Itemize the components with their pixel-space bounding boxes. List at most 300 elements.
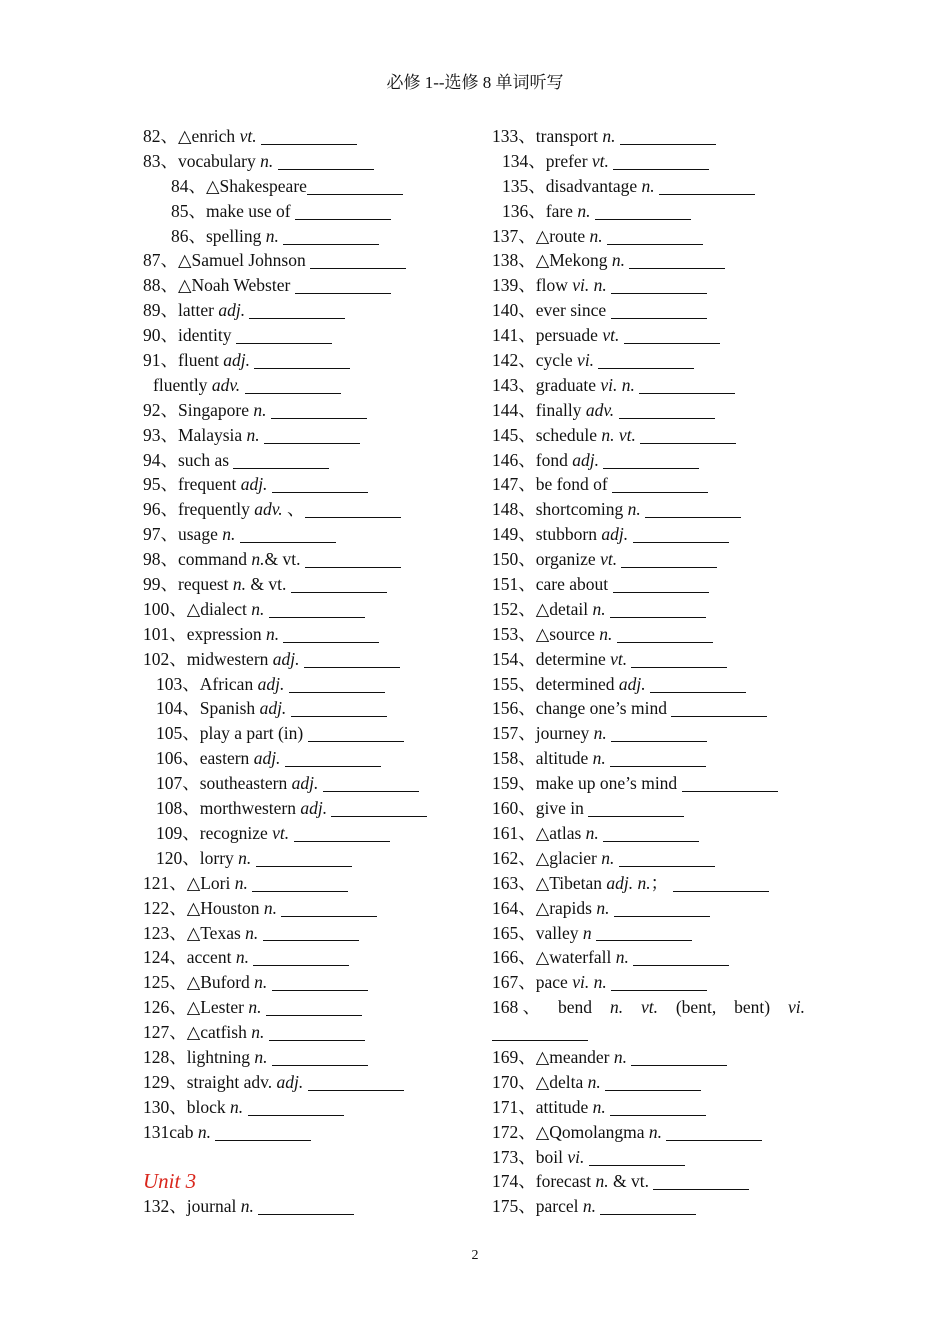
answer-blank[interactable] xyxy=(603,467,699,469)
item-tail: & vt. xyxy=(264,549,305,570)
item-word: △atlas xyxy=(535,822,586,843)
list-item xyxy=(492,547,822,572)
answer-blank[interactable] xyxy=(272,989,368,991)
item-number: 136、 xyxy=(502,200,546,221)
item-number: 165、 xyxy=(492,922,536,943)
item-tail: & vt. xyxy=(246,574,291,595)
item-number: 149、 xyxy=(492,524,536,545)
item-word: usage xyxy=(178,524,223,545)
item-word: Spanish xyxy=(199,698,260,719)
list-item xyxy=(143,771,473,796)
answer-blank[interactable] xyxy=(671,715,767,717)
item-number: 126、 xyxy=(143,997,187,1018)
item-part-of-speech: vt. xyxy=(239,126,257,146)
answer-blank[interactable] xyxy=(283,641,379,643)
list-item xyxy=(143,348,473,373)
item-part-of-speech: n. xyxy=(582,1196,596,1217)
item-number: 159、 xyxy=(492,773,536,794)
answer-blank[interactable] xyxy=(249,317,345,319)
item-word: stubborn xyxy=(535,524,602,545)
item-word: determine xyxy=(535,648,611,669)
item-part-of-speech: adj. n. xyxy=(606,872,651,893)
answer-blank[interactable] xyxy=(621,566,717,568)
item-part-of-speech: n. xyxy=(627,499,641,520)
list-item xyxy=(492,721,822,746)
item-word: boil xyxy=(535,1146,568,1167)
item-number: 141、 xyxy=(492,325,536,346)
answer-blank[interactable] xyxy=(631,666,727,668)
item-number: 151、 xyxy=(492,574,536,595)
item-part-of-speech: adj. xyxy=(618,673,646,694)
item-number: 103、 xyxy=(156,673,200,694)
list-item xyxy=(143,572,473,597)
list-item xyxy=(143,373,473,398)
item-number: 173、 xyxy=(492,1146,536,1167)
answer-blank[interactable] xyxy=(263,939,359,941)
answer-blank[interactable] xyxy=(619,417,715,419)
list-item xyxy=(492,199,822,224)
item-number: 82、 xyxy=(143,126,178,146)
item-number: 109、 xyxy=(156,822,200,843)
list-item xyxy=(492,871,822,896)
answer-blank[interactable] xyxy=(607,243,703,245)
unit-label: Unit 3 xyxy=(143,1169,197,1194)
list-item xyxy=(492,896,822,921)
answer-blank[interactable] xyxy=(492,1039,588,1041)
item-tail: & vt. xyxy=(608,1171,654,1192)
item-number: 121、 xyxy=(143,872,187,893)
answer-blank[interactable] xyxy=(258,1213,354,1215)
answer-blank[interactable] xyxy=(254,367,350,369)
item-part-of-speech: vi. xyxy=(577,350,595,371)
list-item xyxy=(143,746,473,771)
item-number: 175、 xyxy=(492,1196,536,1217)
list-item xyxy=(492,821,822,846)
item-part-of-speech: n. xyxy=(585,822,599,843)
answer-blank[interactable] xyxy=(633,964,729,966)
list-item xyxy=(492,970,822,995)
item-word: △Texas xyxy=(186,922,246,943)
list-item xyxy=(492,124,822,149)
item-part-of-speech: n. xyxy=(265,225,279,246)
list-item xyxy=(143,298,473,323)
list-item xyxy=(492,1169,822,1194)
answer-blank[interactable] xyxy=(603,840,699,842)
item-number: 140、 xyxy=(492,300,536,321)
item-number: 169、 xyxy=(492,1046,536,1067)
item-part-of-speech: n. xyxy=(222,524,236,545)
answer-blank[interactable] xyxy=(283,243,379,245)
item-word: prefer xyxy=(545,150,592,171)
answer-blank[interactable] xyxy=(281,915,377,917)
answer-blank[interactable] xyxy=(295,218,391,220)
list-item xyxy=(492,921,822,946)
item-number: 155、 xyxy=(492,673,536,694)
item-number: 158、 xyxy=(492,748,536,769)
answer-blank[interactable] xyxy=(266,1014,362,1016)
answer-blank[interactable] xyxy=(307,193,403,195)
item-word: frequent xyxy=(178,474,241,495)
answer-blank[interactable] xyxy=(614,915,710,917)
item-number: 131 xyxy=(143,1121,170,1142)
list-item xyxy=(143,199,473,224)
item-word: △delta xyxy=(535,1071,588,1092)
item-number: 160、 xyxy=(492,798,536,819)
item-number: 92、 xyxy=(143,399,178,420)
answer-blank[interactable] xyxy=(278,168,374,170)
answer-blank[interactable] xyxy=(295,292,391,294)
answer-blank[interactable] xyxy=(600,1213,696,1215)
item-number: 134、 xyxy=(502,150,546,171)
list-item xyxy=(143,721,473,746)
list-item xyxy=(143,647,473,672)
item-word: fond xyxy=(535,449,573,470)
item-part-of-speech: adv. xyxy=(585,399,615,420)
item-word: shortcoming xyxy=(535,499,628,520)
item-number: 127、 xyxy=(143,1022,187,1043)
answer-blank[interactable] xyxy=(611,740,707,742)
item-part-of-speech: n. xyxy=(251,1022,265,1043)
item-word: △Noah Webster xyxy=(178,275,295,296)
left-column xyxy=(143,124,473,1219)
answer-blank[interactable] xyxy=(272,491,368,493)
answer-blank[interactable] xyxy=(653,1188,749,1190)
item-part-of-speech: n. xyxy=(251,598,265,619)
item-number: 170、 xyxy=(492,1071,536,1092)
item-part-of-speech: n. xyxy=(596,897,610,918)
item-number: 135、 xyxy=(502,175,546,196)
list-item xyxy=(492,398,822,423)
answer-blank[interactable] xyxy=(620,143,716,145)
answer-blank[interactable] xyxy=(598,367,694,369)
answer-blank[interactable] xyxy=(271,417,367,419)
answer-blank[interactable] xyxy=(619,865,715,867)
item-word: ever since xyxy=(535,300,611,321)
answer-blank[interactable] xyxy=(596,939,692,941)
list-item xyxy=(492,423,822,448)
item-word: △route xyxy=(535,225,590,246)
item-number: 130、 xyxy=(143,1096,187,1117)
answer-blank[interactable] xyxy=(659,193,755,195)
item-part-of-speech: n. xyxy=(197,1121,212,1142)
item-number: 94、 xyxy=(143,449,178,470)
answer-blank[interactable] xyxy=(245,392,341,394)
list-item xyxy=(143,497,473,522)
list-item xyxy=(492,622,822,647)
item-word: journey xyxy=(535,723,594,744)
item-number: 157、 xyxy=(492,723,536,744)
item-number: 144、 xyxy=(492,399,536,420)
answer-blank[interactable] xyxy=(269,1039,365,1041)
item-word: △glacier xyxy=(535,847,602,868)
answer-blank[interactable] xyxy=(236,342,332,344)
answer-blank[interactable] xyxy=(256,865,352,867)
list-item xyxy=(143,846,473,871)
right-column xyxy=(492,124,822,1219)
item-word: △Lori xyxy=(186,872,235,893)
item-word: fare xyxy=(545,200,578,221)
answer-blank[interactable] xyxy=(252,890,348,892)
answer-blank[interactable] xyxy=(291,715,387,717)
answer-blank[interactable] xyxy=(305,516,401,518)
answer-blank[interactable] xyxy=(631,1064,727,1066)
item-word: determined xyxy=(535,673,619,694)
list-item xyxy=(492,224,822,249)
item-word: change one’s mind xyxy=(535,698,672,719)
item-forms: (bent, xyxy=(675,997,717,1018)
answer-blank[interactable] xyxy=(240,541,336,543)
item-word: attitude xyxy=(535,1096,593,1117)
item-number: 101、 xyxy=(143,623,187,644)
answer-blank[interactable] xyxy=(595,218,691,220)
item-part-of-speech: n. xyxy=(589,225,603,246)
answer-blank[interactable] xyxy=(291,591,387,593)
item-word: command xyxy=(178,549,252,570)
list-item xyxy=(143,472,473,497)
item-word: △Samuel Johnson xyxy=(178,250,311,271)
answer-blank[interactable] xyxy=(645,516,741,518)
list-item xyxy=(143,149,473,174)
item-part-of-speech: adj. xyxy=(223,350,250,371)
list-item xyxy=(492,298,822,323)
answer-blank[interactable] xyxy=(650,691,746,693)
item-word: △detail xyxy=(535,598,593,619)
item-part-of-speech: n. xyxy=(260,150,274,171)
list-item xyxy=(143,398,473,423)
list-item xyxy=(143,248,473,273)
answer-blank[interactable] xyxy=(269,616,365,618)
answer-blank[interactable] xyxy=(308,1089,404,1091)
item-number: 95、 xyxy=(143,474,178,495)
item-part-of-speech: n. xyxy=(254,972,268,993)
item-part-of-speech: n. xyxy=(263,897,278,918)
item-part-of-speech: n. xyxy=(248,997,262,1018)
list-item xyxy=(143,224,473,249)
item-number: 89、 xyxy=(143,300,178,321)
answer-blank[interactable] xyxy=(612,491,708,493)
item-part-of-speech: adj. xyxy=(218,300,246,321)
item-number: 87、 xyxy=(143,250,178,271)
item-number: 172、 xyxy=(492,1121,536,1142)
item-number: 85、 xyxy=(171,200,206,221)
item-number: 174、 xyxy=(492,1171,536,1192)
page-title: 必修 1--选修 8 单词听写 xyxy=(386,73,564,92)
answer-blank[interactable] xyxy=(248,1114,344,1116)
item-part-of-speech: vi. n. xyxy=(572,275,607,296)
item-number: 161、 xyxy=(492,822,536,843)
answer-blank[interactable] xyxy=(331,815,427,817)
answer-blank[interactable] xyxy=(285,765,381,767)
item-number: 152、 xyxy=(492,598,536,619)
item-word: cycle xyxy=(535,350,578,371)
item-part-of-speech: n. xyxy=(265,623,280,644)
item-word: △Buford xyxy=(186,972,255,993)
item-word: midwestern xyxy=(186,648,273,669)
item-part-of-speech: adj. xyxy=(300,798,328,819)
item-number: 137、 xyxy=(492,225,536,246)
item-word: △Tibetan xyxy=(535,872,607,893)
item-number: 148、 xyxy=(492,499,536,520)
item-number: 102、 xyxy=(143,648,187,669)
item-word: △waterfall xyxy=(535,947,616,968)
item-word: spelling xyxy=(206,225,266,246)
answer-blank[interactable] xyxy=(682,790,778,792)
item-word: care about xyxy=(535,574,613,595)
list-item xyxy=(143,995,473,1020)
right-word-list xyxy=(492,124,822,995)
answer-blank[interactable] xyxy=(640,442,736,444)
item-part-of-speech: n. xyxy=(602,126,616,146)
item-part-of-speech: n. xyxy=(240,1196,254,1217)
item-number: 171、 xyxy=(492,1096,536,1117)
item-word: vocabulary xyxy=(178,150,261,171)
item-number: 132、 xyxy=(143,1196,187,1217)
list-item xyxy=(143,696,473,721)
item-number: 122、 xyxy=(143,897,187,918)
answer-blank[interactable] xyxy=(611,292,707,294)
item-part-of-speech: n. xyxy=(613,1046,627,1067)
list-item xyxy=(492,746,822,771)
item-word: block xyxy=(186,1096,231,1117)
answer-blank[interactable] xyxy=(215,1139,311,1141)
item-part-of-speech: n. xyxy=(245,922,259,943)
list-item xyxy=(492,945,822,970)
item-number: 105、 xyxy=(156,723,200,744)
item-word: fluent xyxy=(178,350,224,371)
item-word: forecast xyxy=(535,1171,596,1192)
answer-blank[interactable] xyxy=(624,342,720,344)
item-word: Singapore xyxy=(178,399,254,420)
list-item xyxy=(143,672,473,697)
item-part-of-speech: vt. xyxy=(610,648,628,669)
item-number: 156、 xyxy=(492,698,536,719)
answer-blank[interactable] xyxy=(613,591,709,593)
list-item xyxy=(143,174,473,199)
answer-blank[interactable] xyxy=(272,1064,368,1066)
item-forms: bent) xyxy=(734,997,771,1018)
item-word: lorry xyxy=(199,847,239,868)
answer-blank[interactable] xyxy=(233,467,329,469)
answer-blank[interactable] xyxy=(610,616,706,618)
item-word: △Houston xyxy=(186,897,264,918)
item-word: △dialect xyxy=(186,598,252,619)
item-part-of-speech: vt. xyxy=(272,822,290,843)
item-word: southeastern xyxy=(199,773,292,794)
answer-blank[interactable] xyxy=(289,691,385,693)
left-word-list xyxy=(143,124,473,1145)
answer-blank[interactable] xyxy=(611,989,707,991)
item-part-of-speech: adj. xyxy=(572,449,599,470)
answer-blank[interactable] xyxy=(305,566,401,568)
answer-blank[interactable] xyxy=(611,317,707,319)
item-word: lightning xyxy=(186,1046,255,1067)
answer-blank[interactable] xyxy=(323,790,419,792)
list-item xyxy=(492,796,822,821)
answer-blank[interactable] xyxy=(666,1139,762,1141)
list-item xyxy=(492,522,822,547)
item-word: △Lester xyxy=(186,997,249,1018)
item-number: 153、 xyxy=(492,623,536,644)
list-item xyxy=(492,1070,822,1095)
answer-blank[interactable] xyxy=(264,442,360,444)
item-word: disadvantage xyxy=(545,175,642,196)
item-part-of-speech: n. xyxy=(641,175,655,196)
right-word-list-continued xyxy=(492,1045,822,1219)
answer-blank[interactable] xyxy=(629,267,725,269)
item-word: bend xyxy=(558,997,593,1018)
list-item xyxy=(492,1095,822,1120)
item-part-of-speech: adj. xyxy=(259,698,287,719)
list-item xyxy=(492,373,822,398)
list-item xyxy=(143,896,473,921)
answer-blank[interactable] xyxy=(673,890,769,892)
list-item xyxy=(143,597,473,622)
item-number: 91、 xyxy=(143,350,178,371)
item-part-of-speech: vt. xyxy=(602,325,620,346)
answer-blank[interactable] xyxy=(308,740,404,742)
list-item-168 xyxy=(492,995,822,1020)
item-word: persuade xyxy=(535,325,603,346)
answer-blank[interactable] xyxy=(294,840,390,842)
item-part-of-speech: n. xyxy=(577,200,591,221)
item-word: accent xyxy=(186,947,236,968)
list-item xyxy=(143,1045,473,1070)
item-word: △Mekong xyxy=(535,250,612,271)
item-word: latter xyxy=(178,300,219,321)
item-number: 84、 xyxy=(171,175,206,196)
answer-blank[interactable] xyxy=(304,666,400,668)
item-number: 104、 xyxy=(156,698,200,719)
item-part-of-speech: n. xyxy=(595,1171,609,1192)
answer-blank[interactable] xyxy=(588,815,684,817)
list-item xyxy=(492,672,822,697)
item-number: 123、 xyxy=(143,922,187,943)
item-number: 96、 xyxy=(143,499,178,520)
item-word: Malaysia xyxy=(178,424,247,445)
item-part-of-speech: n. xyxy=(587,1071,601,1092)
item-part-of-speech: n. xyxy=(592,598,606,619)
list-item xyxy=(143,273,473,298)
item-tail: 、 xyxy=(282,499,305,520)
item-part-of-speech: adj. xyxy=(291,773,319,794)
item-word: fluently xyxy=(153,374,212,395)
list-item xyxy=(492,647,822,672)
item-number: 83、 xyxy=(143,150,178,171)
answer-blank[interactable] xyxy=(253,964,349,966)
answer-blank[interactable] xyxy=(589,1164,685,1166)
answer-blank[interactable] xyxy=(605,1089,701,1091)
answer-blank[interactable] xyxy=(310,267,406,269)
list-item xyxy=(143,796,473,821)
item-part-of-speech: n. xyxy=(238,847,252,868)
item-number: 108、 xyxy=(156,798,200,819)
item-part-of-speech: n. xyxy=(230,1096,244,1117)
answer-blank[interactable] xyxy=(633,541,729,543)
item-part-of-speech: n. xyxy=(251,549,265,570)
item-word: △rapids xyxy=(535,897,597,918)
answer-blank[interactable] xyxy=(613,168,709,170)
list-item xyxy=(492,1145,822,1170)
item-part-of-speech: n. xyxy=(253,399,267,420)
answer-blank[interactable] xyxy=(261,143,357,145)
answer-blank[interactable] xyxy=(610,765,706,767)
item-word: make use of xyxy=(206,200,295,221)
answer-blank[interactable] xyxy=(610,1114,706,1116)
answer-blank[interactable] xyxy=(639,392,735,394)
item-number: 93、 xyxy=(143,424,178,445)
answer-blank[interactable] xyxy=(617,641,713,643)
list-item xyxy=(143,821,473,846)
